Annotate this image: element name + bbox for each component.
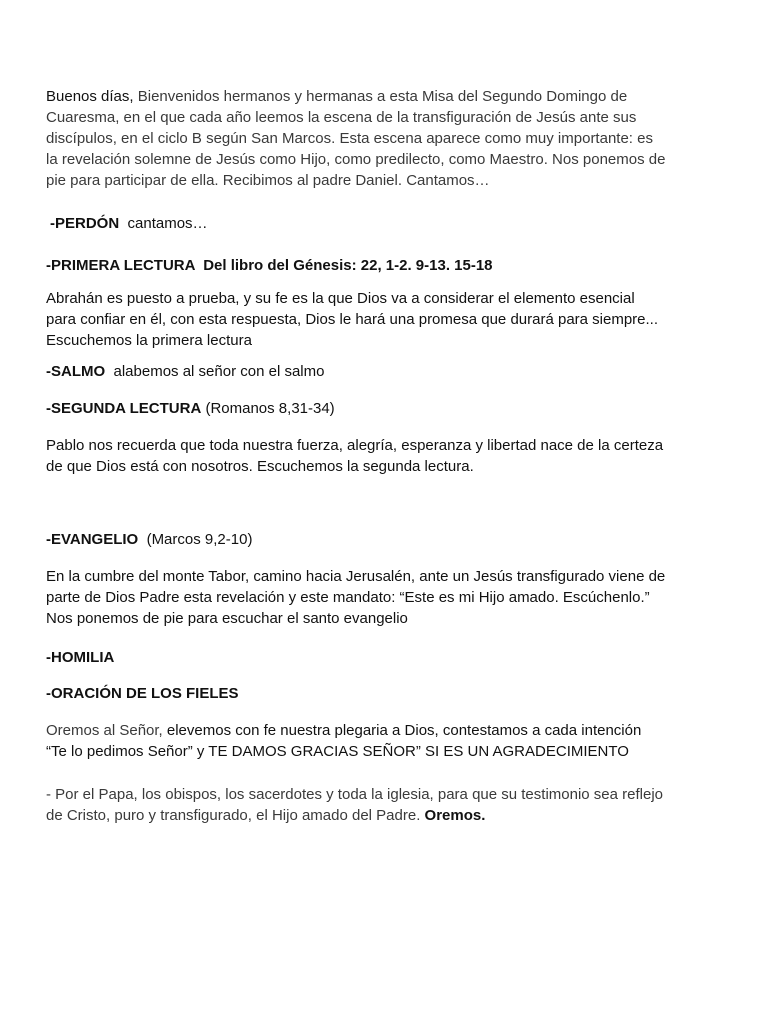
- homilia-heading: -HOMILIA: [46, 649, 115, 666]
- salmo-text: alabemos al señor con el salmo: [105, 363, 325, 380]
- salmo-line: [46, 361, 666, 382]
- primera-lectura-text: Abrahán es puesto a prueba, y su fe es la que Dios va a considerar el elemento esencial para confiar en él, con esta respuesta, Dios le hará una promesa que durará para siempre... Escuchemos la primera lectura: [46, 290, 659, 349]
- salmo-heading: -SALMO: [46, 363, 106, 380]
- segunda-lectura-reference: (Romanos 8,31-34): [201, 400, 335, 417]
- petition-bold: Oremos.: [424, 807, 486, 824]
- oracion-heading: -ORACIÓN DE LOS FIELES: [46, 685, 239, 702]
- evangelio-line: [46, 529, 666, 550]
- intro-paragraph: [46, 86, 666, 191]
- oracion-intro-gray: Oremos al Señor,: [46, 722, 163, 739]
- perdon-line: [46, 213, 666, 234]
- primera-lectura-heading: -PRIMERA LECTURA Del libro del Génesis: 22, 1-2. 9-13. 15-18: [46, 257, 493, 274]
- segunda-lectura-heading: -SEGUNDA LECTURA: [46, 400, 202, 417]
- petition-text: - Por el Papa, los obispos, los sacerdotes y toda la iglesia, para que su testimonio sea reflejo de Cristo, puro y transfigurado, el Hijo amado del Padre.: [46, 786, 664, 824]
- perdon-text: cantamos…: [119, 215, 208, 232]
- intro-text: Bienvenidos hermanos y hermanas a esta Misa del Segundo Domingo de Cuaresma, en el que cada año leemos la escena de la transfiguración de Jesús ante sus discípulos, en el ciclo B según San Marcos. Esta escena aparece como muy importante: es la revelación solemne de Jesús como Hijo, como predilecto, como Maestro. Nos ponemos de pie para participar de ella. Recibimos al padre Daniel. Cantamos…: [46, 88, 666, 189]
- segunda-lectura-line: [46, 398, 666, 419]
- evangelio-heading: -EVANGELIO: [46, 531, 139, 548]
- perdon-heading: -PERDÓN: [50, 215, 120, 232]
- evangelio-reference: (Marcos 9,2-10): [138, 531, 253, 548]
- oracion-intro: [46, 720, 666, 762]
- oracion-intro-text: elevemos con fe nuestra plegaria a Dios, contestamos a cada intención “Te lo pedimos Señor” y TE DAMOS GRACIAS SEÑOR” SI ES UN AGRADECIMIENTO: [46, 722, 642, 760]
- intro-greeting: Buenos días,: [46, 88, 134, 105]
- petition-paragraph: [46, 784, 666, 826]
- document-page: [46, 86, 666, 826]
- evangelio-text: En la cumbre del monte Tabor, camino hacia Jerusalén, ante un Jesús transfigurado viene de parte de Dios Padre esta revelación y este mandato: “Este es mi Hijo amado. Escúchenlo.” Nos ponemos de pie para escuchar el santo evangelio: [46, 568, 666, 627]
- segunda-lectura-text: Pablo nos recuerda que toda nuestra fuerza, alegría, esperanza y libertad nace de la certeza de que Dios está con nosotros. Escuchemos la segunda lectura.: [46, 437, 664, 475]
